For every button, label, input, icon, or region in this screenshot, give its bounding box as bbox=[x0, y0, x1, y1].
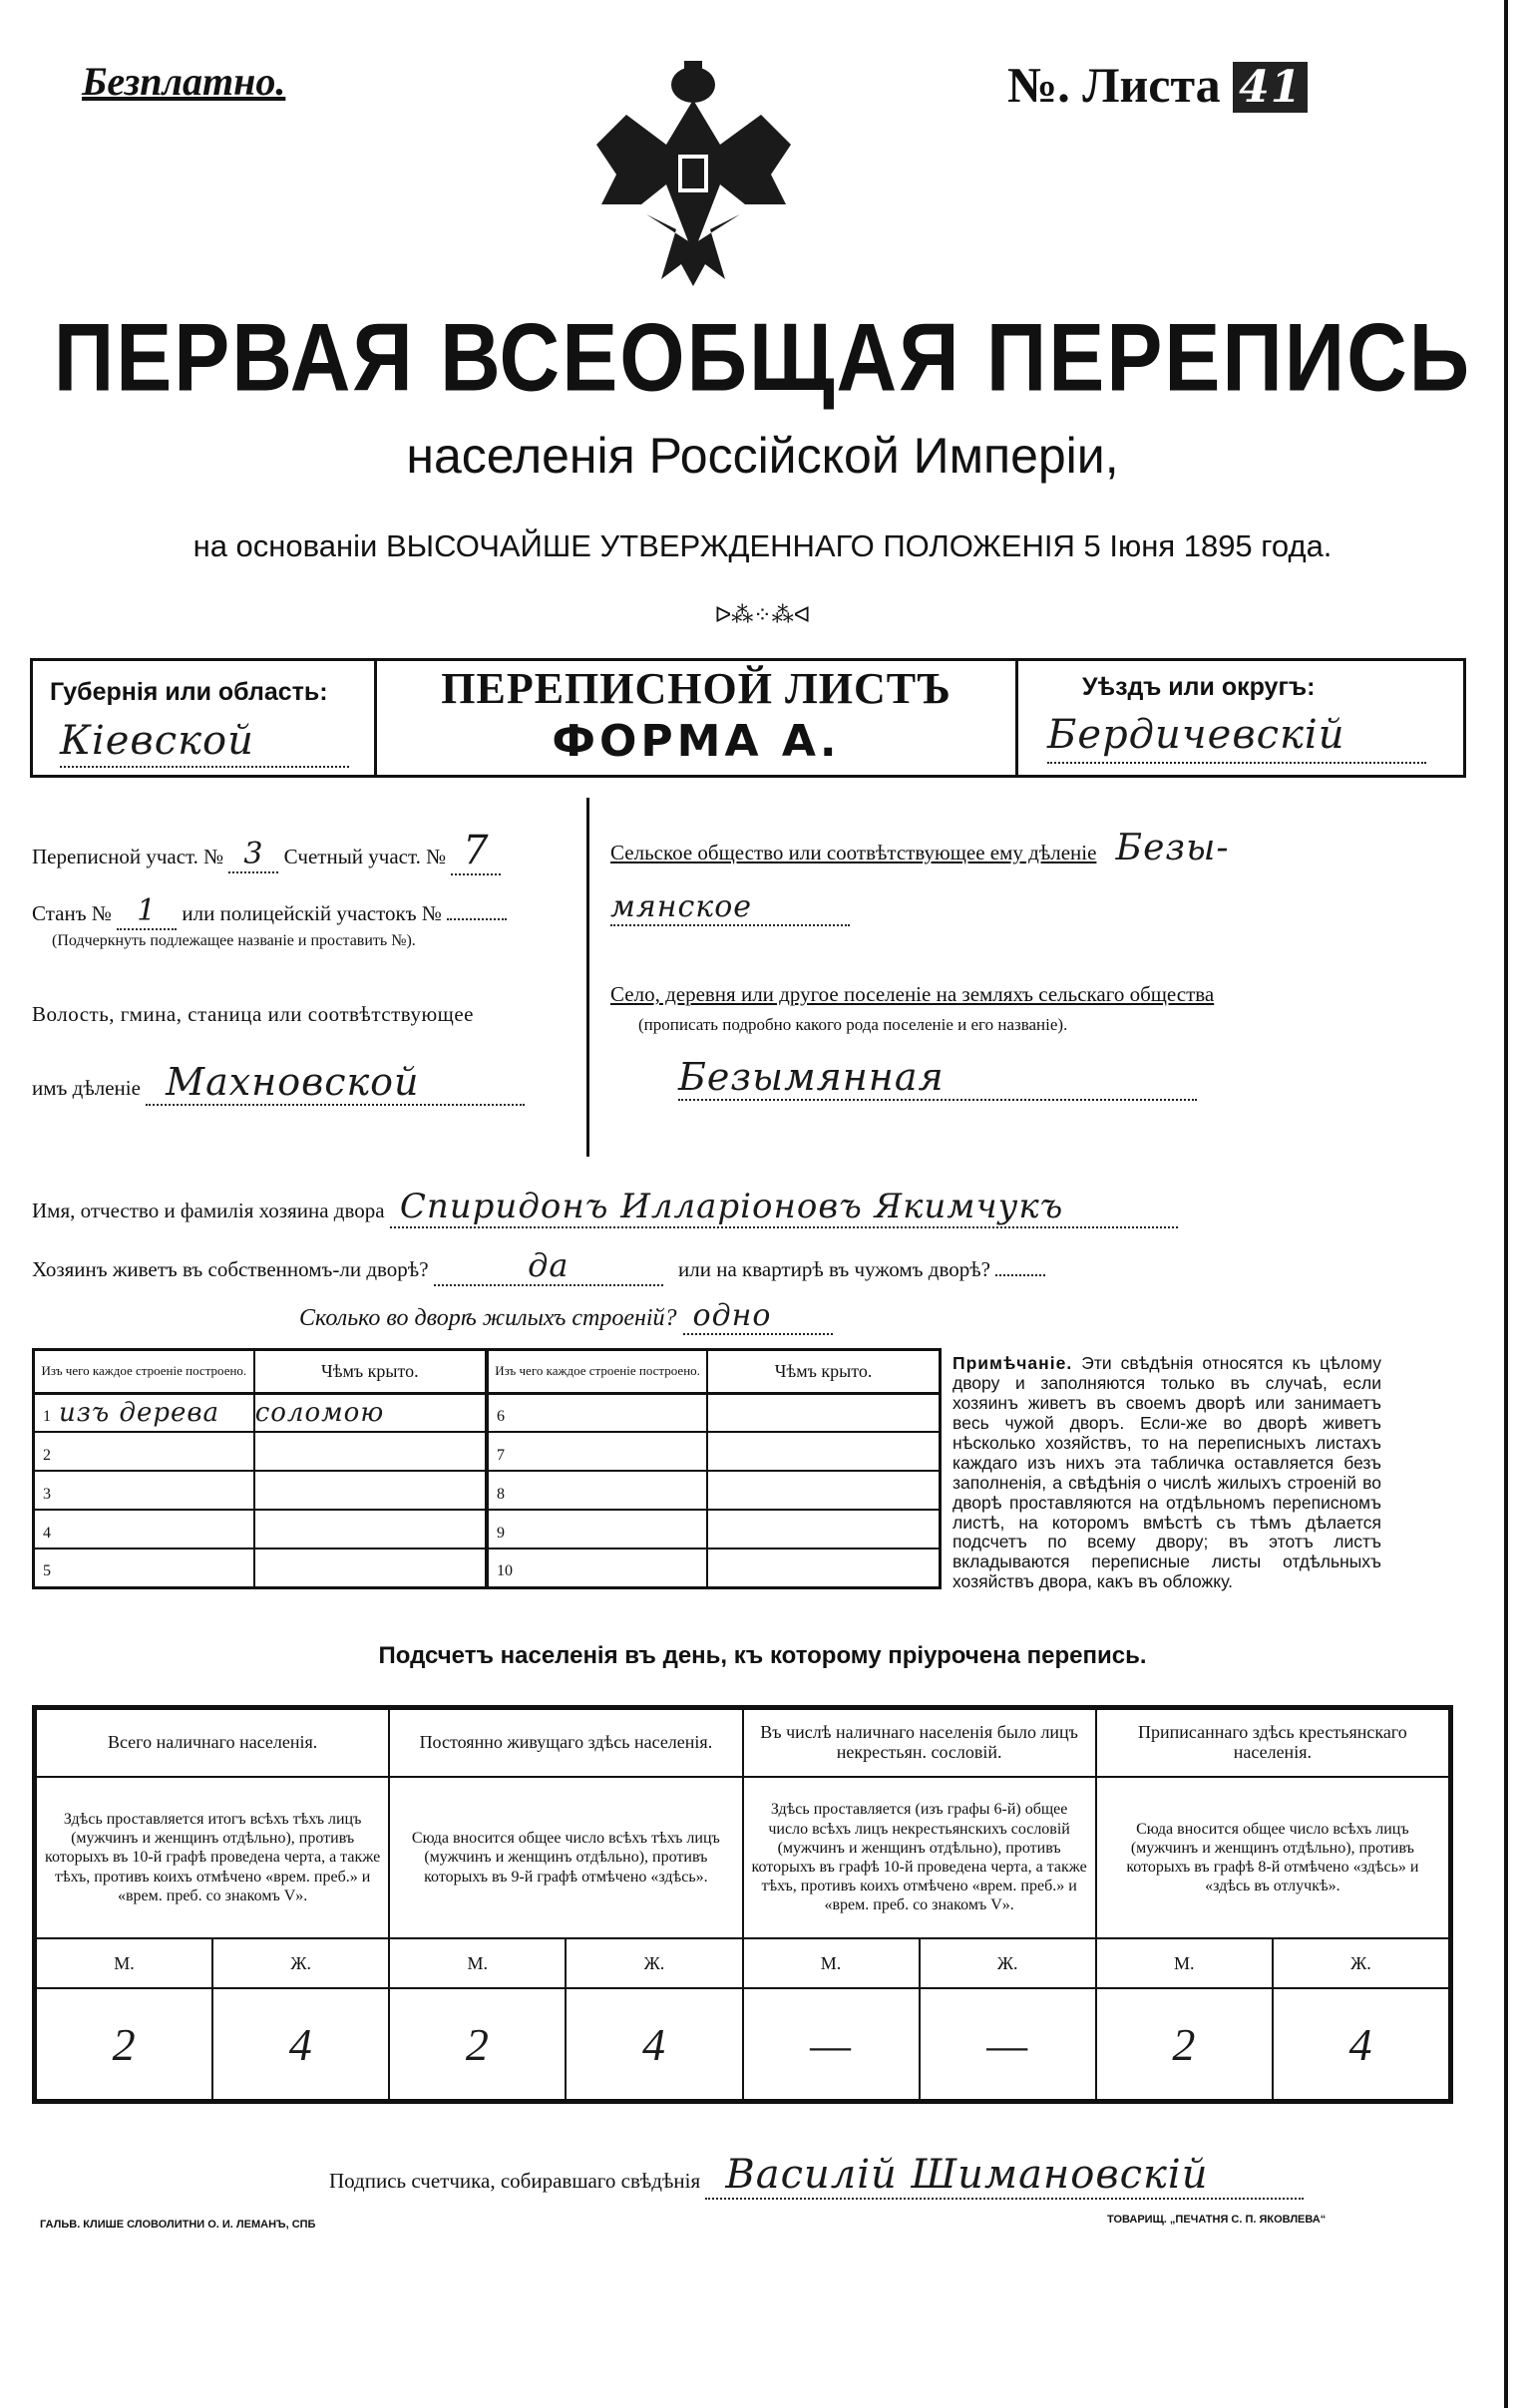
society-row bbox=[610, 828, 1230, 868]
owner-name-label: Имя, отчество и фамилія хозяина двора bbox=[32, 1199, 385, 1222]
buildings-table-body bbox=[32, 1392, 942, 1589]
col-material-left: Изъ чего каждое строеніе построено. bbox=[34, 1350, 254, 1394]
society-value-2: мянское bbox=[610, 889, 850, 926]
subtitle: населенія Россійской Имперіи, bbox=[406, 428, 1119, 484]
male-header: М. bbox=[1096, 1938, 1273, 1988]
table-row bbox=[36, 1709, 1449, 1777]
table-row bbox=[36, 1777, 1449, 1938]
gubernia-value: Кіевской bbox=[60, 718, 349, 768]
form-subtitle: ФОРМА А. bbox=[552, 716, 841, 767]
form-title: ПЕРЕПИСНОЙ ЛИСТЪ bbox=[441, 664, 952, 713]
counting-area-label: Счетный участ. № bbox=[283, 845, 447, 868]
basis-line: на основаніи ВЫСОЧАЙШЕ УТВЕРЖДЕННАГО ПОЛОЖЕНІЯ 5 Іюня 1895 года. bbox=[192, 528, 1333, 563]
male-count: 2 bbox=[389, 1988, 566, 2100]
village-note: (прописать подробно какого рода поселеніе и его названіе). bbox=[638, 1015, 1068, 1034]
col-roof-right: Чѣмъ крыто. bbox=[707, 1350, 940, 1394]
female-count: 4 bbox=[212, 1988, 389, 2100]
volost-row bbox=[32, 1060, 525, 1106]
building-roof-cell bbox=[254, 1471, 487, 1510]
building-number: 7 bbox=[496, 1446, 505, 1464]
police-value bbox=[447, 918, 507, 920]
population-column-title: Всего наличнаго населенія. bbox=[36, 1709, 389, 1777]
male-header: М. bbox=[36, 1938, 212, 1988]
female-header: Ж. bbox=[566, 1938, 742, 1988]
table-row bbox=[34, 1393, 941, 1432]
village-value: Безымянная bbox=[678, 1055, 1197, 1101]
buildings-count-label: Сколько во дворѣ жилыхъ строеній? bbox=[299, 1305, 677, 1331]
stan-row bbox=[32, 893, 507, 930]
male-header: М. bbox=[389, 1938, 566, 1988]
census-area-label: Переписной участ. № bbox=[32, 845, 224, 868]
building-material-cell bbox=[34, 1393, 254, 1432]
counting-area-value: 7 bbox=[451, 828, 501, 875]
population-column-desc: Сюда вносится общее число всѣхъ тѣхъ лицъ (мужчинъ и женщинъ отдѣльно), противъ которыхъ въ 9-й графѣ отмѣчено «здѣсь». bbox=[389, 1777, 742, 1938]
table-row bbox=[34, 1548, 941, 1587]
building-roof-cell bbox=[707, 1432, 940, 1471]
building-number: 8 bbox=[496, 1485, 505, 1503]
fields-vertical-divider bbox=[586, 798, 589, 1157]
building-roof-value: соломою bbox=[254, 1397, 385, 1428]
buildings-count-row bbox=[299, 1298, 833, 1335]
building-material-cell bbox=[34, 1510, 254, 1548]
building-material-cell bbox=[487, 1548, 707, 1587]
volost-label-1: Волость, гмина, станица или соотвѣтствующее bbox=[32, 1002, 474, 1026]
rent-value bbox=[995, 1274, 1045, 1276]
buildings-count-value: одно bbox=[683, 1298, 833, 1335]
female-count: 4 bbox=[566, 1988, 742, 2100]
male-count: — bbox=[743, 1988, 920, 2100]
building-roof-cell bbox=[707, 1471, 940, 1510]
population-column-desc: Здѣсь проставляется итогъ всѣхъ тѣхъ лицъ (мужчинъ и женщинъ отдѣльно), противъ которыхъ въ 10-й графѣ проведена черта, а также тѣхъ, противъ коихъ отмѣчено «врем. преб.» и «врем. преб. со знакомъ V». bbox=[36, 1777, 389, 1938]
signature-value: Василій Шимановскій bbox=[705, 2152, 1304, 2200]
building-roof-cell bbox=[254, 1432, 487, 1471]
police-label: или полицейскій участокъ № bbox=[182, 901, 442, 925]
signature-label: Подпись счетчика, собиравшаго свѣдѣнія bbox=[329, 2169, 701, 2193]
female-header: Ж. bbox=[212, 1938, 389, 1988]
building-roof-cell bbox=[254, 1393, 487, 1432]
male-header: М. bbox=[743, 1938, 920, 1988]
population-table bbox=[32, 1705, 1453, 2104]
uezd-label: Уѣздъ или округъ: bbox=[1082, 673, 1316, 701]
owner-name-row bbox=[32, 1187, 1178, 1228]
main-title: ПЕРВАЯ ВСЕОБЩАЯ ПЕРЕПИСЬ bbox=[53, 302, 1472, 411]
table-row bbox=[36, 1988, 1449, 2100]
col-roof-left: Чѣмъ крыто. bbox=[254, 1350, 487, 1394]
building-roof-cell bbox=[707, 1548, 940, 1587]
volost-value: Махновской bbox=[146, 1060, 525, 1106]
free-label bbox=[82, 58, 285, 105]
female-count: 4 bbox=[1273, 1988, 1449, 2100]
sheet-number bbox=[1007, 56, 1308, 114]
col-material-right: Изъ чего каждое строеніе построено. bbox=[487, 1350, 707, 1394]
table-row bbox=[34, 1432, 941, 1471]
building-number: 1 bbox=[43, 1407, 51, 1425]
building-number: 2 bbox=[43, 1446, 51, 1464]
female-header: Ж. bbox=[1273, 1938, 1449, 1988]
building-material-cell bbox=[487, 1432, 707, 1471]
society-label: Сельское общество или соотвѣтствующее ему дѣленіе bbox=[610, 841, 1097, 864]
own-yard-row bbox=[32, 1246, 1045, 1286]
free-label-text: Безплатно. bbox=[82, 59, 286, 104]
sheet-number-value: 41 bbox=[1233, 62, 1308, 113]
building-roof-cell bbox=[254, 1510, 487, 1548]
society-value-1: Безы- bbox=[1115, 828, 1230, 868]
own-yard-value: да bbox=[434, 1246, 663, 1286]
census-area-row bbox=[32, 828, 501, 875]
building-material-value: изъ дерева bbox=[59, 1397, 220, 1428]
note-text: Эти свѣдѣнія относятся къ цѣлому двору и заполняются только въ случаѣ, если хозяинъ живетъ въ своемъ дворѣ или занимаетъ весь чужой дворъ. Если-же во дворѣ живетъ нѣсколько хозяйствъ, то на переписныхъ листахъ каждаго изъ нихъ эта табличка оставляется безъ заполненія, а свѣдѣнія о числѣ жилыхъ строеній во дворѣ проставляются на отдѣльномъ переписномъ листѣ, на которомъ вмѣстѣ съ тѣмъ дѣлается подсчетъ по всему двору; въ этотъ листъ вкладываются переписные листы отдѣльныхъ хозяйствъ двора, какъ въ обложку. bbox=[953, 1353, 1381, 1592]
population-column-desc: Сюда вносится общее число всѣхъ лицъ (мужчинъ и женщинъ отдѣльно), противъ которыхъ въ графѣ 8-й отмѣчено «здѣсь» и «здѣсь въ отлучкѣ». bbox=[1096, 1777, 1449, 1938]
male-count: 2 bbox=[1096, 1988, 1273, 2100]
table-row bbox=[36, 1938, 1449, 1988]
population-column-title: Приписаннаго здѣсь крестьянскаго населенія. bbox=[1096, 1709, 1449, 1777]
note-block bbox=[953, 1354, 1381, 1592]
building-number: 4 bbox=[43, 1524, 51, 1542]
stan-label: Станъ № bbox=[32, 901, 112, 925]
population-column-title: Въ числѣ наличнаго населенія было лицъ некрестьян. сословій. bbox=[743, 1709, 1096, 1777]
building-material-cell bbox=[487, 1510, 707, 1548]
male-count: 2 bbox=[36, 1988, 212, 2100]
building-material-cell bbox=[34, 1432, 254, 1471]
census-area-value: 3 bbox=[228, 837, 278, 873]
building-number: 9 bbox=[496, 1524, 505, 1542]
population-heading: Подсчетъ населенія въ день, къ которому пріурочена перепись. bbox=[378, 1642, 1147, 1669]
population-column-title: Постоянно живущаго здѣсь населенія. bbox=[389, 1709, 742, 1777]
underline-note: (Подчеркнуть подлежащее названіе и проставить №). bbox=[52, 932, 416, 949]
footer-left: ГАЛЬВ. КЛИШЕ СЛОВОЛИТНИ О. И. ЛЕМАНЪ, СПБ bbox=[40, 2219, 316, 2231]
village-label: Село, деревня или другое поселеніе на земляхъ сельскаго общества bbox=[610, 982, 1215, 1006]
buildings-table-rows bbox=[32, 1392, 942, 1589]
gubernia-label: Губернія или область: bbox=[50, 678, 328, 706]
volost-label-2: имъ дѣленіе bbox=[32, 1076, 141, 1100]
signature-row bbox=[329, 2152, 1304, 2200]
imperial-eagle-emblem bbox=[586, 55, 801, 289]
own-yard-label: Хозяинъ живетъ въ собственномъ-ли дворѣ? bbox=[32, 1257, 429, 1281]
rent-label: или на квартирѣ въ чужомъ дворѣ? bbox=[678, 1257, 990, 1281]
building-material-cell bbox=[34, 1471, 254, 1510]
table-row bbox=[34, 1471, 941, 1510]
building-roof-cell bbox=[254, 1548, 487, 1587]
female-count: — bbox=[920, 1988, 1096, 2100]
buildings-table bbox=[32, 1348, 942, 1395]
banner-divider-right bbox=[1015, 658, 1018, 778]
population-grid bbox=[35, 1708, 1450, 2101]
building-number: 5 bbox=[43, 1562, 51, 1580]
note-label: Примѣчаніе. bbox=[953, 1353, 1073, 1373]
building-number: 10 bbox=[496, 1562, 513, 1580]
ornament: ᐅ⁂⁘⁂ᐊ bbox=[714, 602, 811, 627]
owner-name-value: Спиридонъ Илларіоновъ Якимчукъ bbox=[390, 1187, 1178, 1228]
building-material-cell bbox=[487, 1471, 707, 1510]
sheet-number-label: №. Листа bbox=[1007, 57, 1221, 113]
building-roof-cell bbox=[707, 1510, 940, 1548]
building-roof-cell bbox=[707, 1393, 940, 1432]
female-header: Ж. bbox=[920, 1938, 1096, 1988]
building-material-cell bbox=[34, 1548, 254, 1587]
building-number: 3 bbox=[43, 1485, 51, 1503]
building-number: 6 bbox=[496, 1407, 505, 1425]
stan-value: 1 bbox=[117, 893, 177, 930]
table-row bbox=[34, 1510, 941, 1548]
population-column-desc: Здѣсь проставляется (изъ графы 6-й) общее число всѣхъ лицъ некрестьянскихъ сословій (мужчинъ и женщинъ отдѣльно), противъ которыхъ въ графѣ 10-й проведена черта, а также тѣхъ, противъ коихъ отмѣчено «врем. преб.» и «врем. преб. со знакомъ V». bbox=[743, 1777, 1096, 1938]
footer-right: ТОВАРИЩ. „ПЕЧАТНЯ С. П. ЯКОВЛЕВА“ bbox=[1107, 2214, 1327, 2226]
uezd-value: Бердичевскій bbox=[1047, 712, 1426, 764]
building-material-cell bbox=[487, 1393, 707, 1432]
